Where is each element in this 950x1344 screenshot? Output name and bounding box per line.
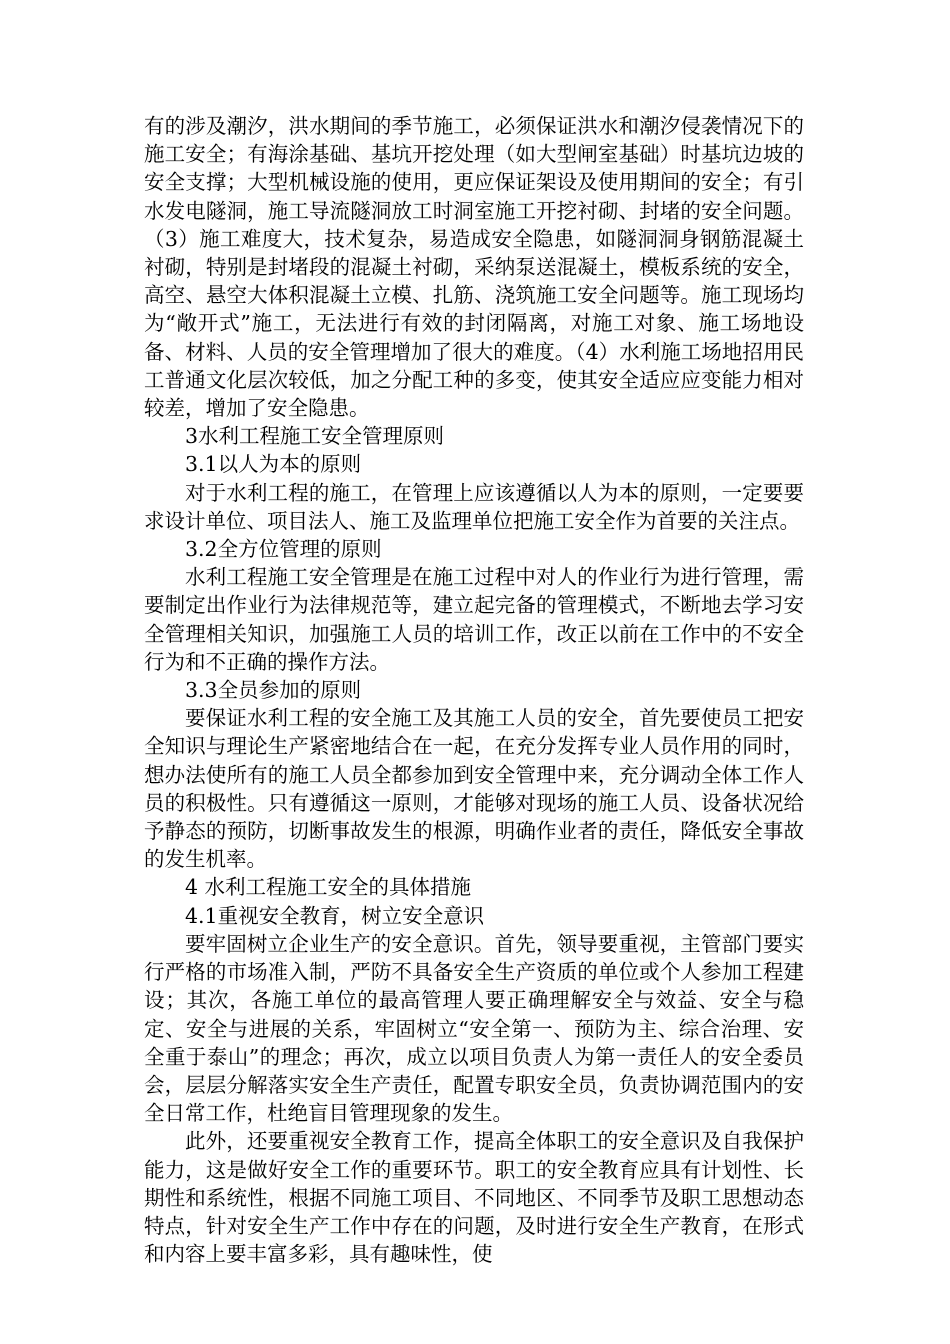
subsection-heading-3-1: 3.1以人为本的原则 xyxy=(185,452,362,477)
subsection-heading-3-3: 3.3全员参加的原则 xyxy=(185,678,362,703)
paragraph-body: 要牢固树立企业生产的安全意识。首先，领导要重视，主管部门要实行严格的市场准入制，严防不具备安全生产资质的单位或个人参加工程建设；其次，各施工单位的最高管理人要正确理解安全与效益、安全与稳定、安全与进展的关系，牢固树立“安全第一、预防为主、综合治理、安全重于泰山”的理念；再次，成立以项目负责人为第一责任人的安全委员会，层层分解落实安全生产责任，配置专职安全员，负责协调范围内的安全日常工作，杜绝盲目管理现象的发生。 xyxy=(144,931,804,1126)
subsection-heading-4-1: 4.1重视安全教育，树立安全意识 xyxy=(185,903,485,928)
section-heading-3: 3水利工程施工安全管理原则 xyxy=(185,424,445,449)
paragraph-body: 要保证水利工程的安全施工及其施工人员的安全，首先要使员工把安全知识与理论生产紧密地结合在一起，在充分发挥专业人员作用的同时，想办法使所有的施工人员全都参加到安全管理中来，充分调动全体工作人员的积极性。只有遵循这一原则，才能够对现场的施工人员、设备状况给予静态的预防，切断事故发生的根源，明确作业者的责任，降低安全事故的发生机率。 xyxy=(144,706,804,872)
subsection-heading-3-2: 3.2全方位管理的原则 xyxy=(185,537,382,562)
paragraph-continuation: 有的涉及潮汐，洪水期间的季节施工，必须保证洪水和潮汐侵袭情况下的施工安全；有海涂基础、基坑开挖处理（如大型闸室基础）时基坑边坡的安全支撑；大型机械设施的使用，更应保证架设及使用期间的安全；有引水发电隧洞，施工导流隧洞放工时洞室施工开挖衬砌、封堵的安全问题。（3）施工难度大，技术复杂，易造成安全隐患，如隧洞洞身钢筋混凝土衬砌，特别是封堵段的混凝土衬砌，采纳泵送混凝土，模板系统的安全，高空、悬空大体积混凝土立模、扎筋、浇筑施工安全问题等。施工现场均为“敞开式”施工，无法进行有效的封闭隔离，对施工对象、施工场地设备、材料、人员的安全管理增加了很大的难度。（4）水利施工场地招用民工普通文化层次较低，加之分配工种的多变，使其安全适应应变能力相对较差，增加了安全隐患。 xyxy=(144,114,804,421)
paragraph-body: 此外，还要重视安全教育工作，提高全体职工的安全意识及自我保护能力，这是做好安全工作的重要环节。职工的安全教育应具有计划性、长期性和系统性，根据不同施工项目、不同地区、不同季节及职工思想动态特点，针对安全生产工作中存在的问题，及时进行安全生产教育，在形式和内容上要丰富多彩，具有趣味性，使 xyxy=(144,1129,804,1267)
section-heading-4: 4 水利工程施工安全的具体措施 xyxy=(185,875,472,900)
document-page xyxy=(144,112,804,1268)
paragraph-body: 对于水利工程的施工，在管理上应该遵循以人为本的原则，一定要要求设计单位、项目法人、施工及监理单位把施工安全作为首要的关注点。 xyxy=(144,480,804,533)
paragraph-body: 水利工程施工安全管理是在施工过程中对人的作业行为进行管理，需要制定出作业行为法律规范等，建立起完备的管理模式，不断地去学习安全管理相关知识，加强施工人员的培训工作，改正以前在工作中的不安全行为和不正确的操作方法。 xyxy=(144,565,804,674)
